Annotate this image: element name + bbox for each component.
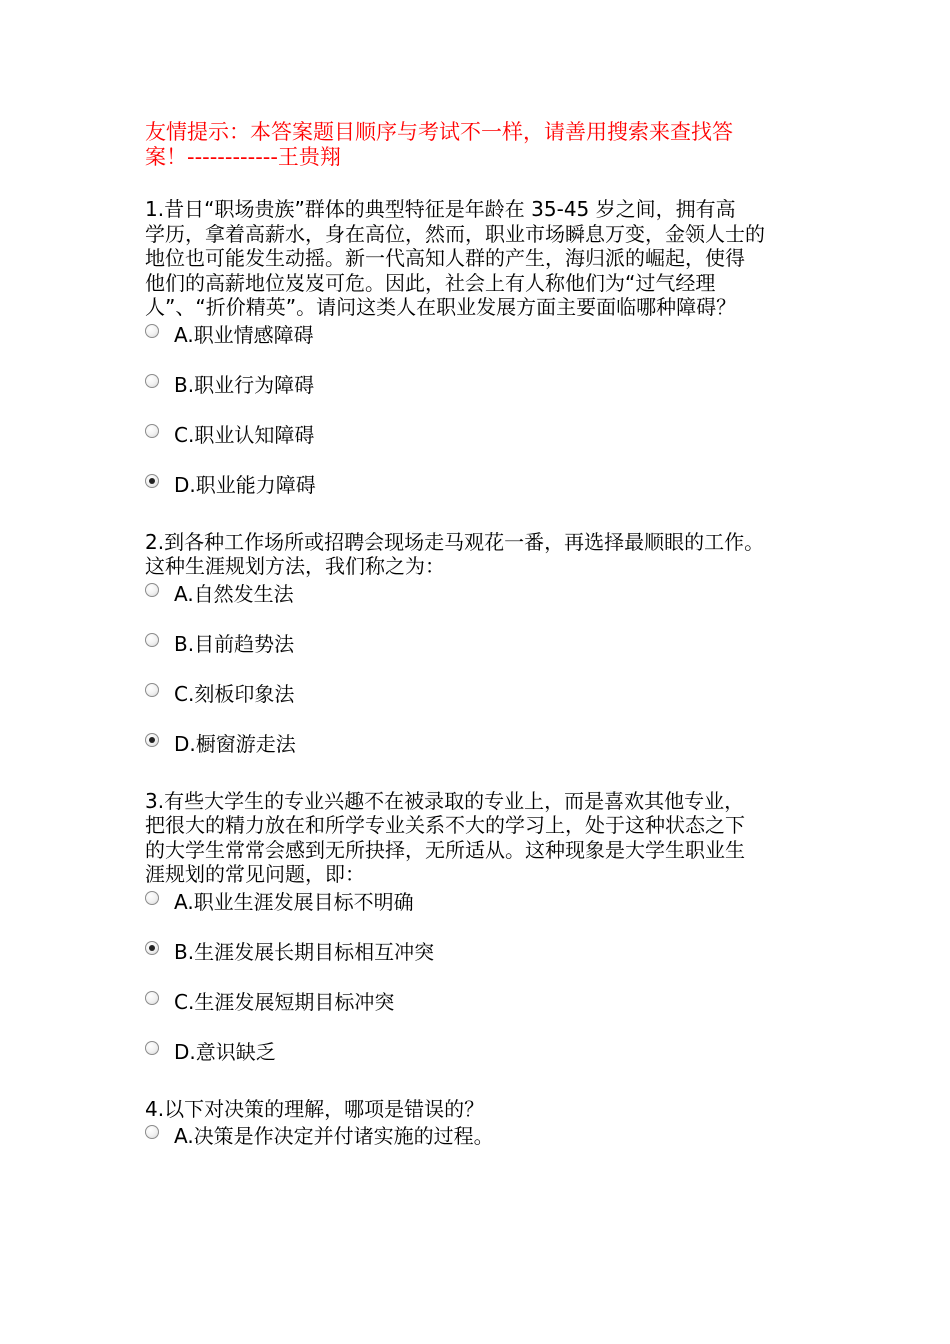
option-label: D.意识缺乏 (174, 1039, 276, 1064)
radio-checked-icon[interactable] (145, 941, 159, 955)
answer-option[interactable] (145, 679, 835, 729)
option-label: A.职业情感障碍 (174, 322, 314, 347)
question-line: 涯规划的常见问题，即： (145, 862, 365, 886)
question-line: 这种生涯规划方法，我们称之为： (145, 554, 445, 578)
answer-document (145, 120, 835, 1171)
question-line: 3.有些大学生的专业兴趣不在被录取的专业上，而是喜欢其他专业， (145, 788, 745, 813)
option-label: A.职业生涯发展目标不明确 (174, 889, 414, 914)
answer-option[interactable] (145, 320, 835, 370)
radio-unchecked-icon[interactable] (145, 991, 159, 1005)
question-text (145, 530, 835, 579)
radio-unchecked-icon[interactable] (145, 1041, 159, 1055)
question-line: 他们的高薪地位岌岌可危。因此，社会上有人称他们为“过气经理 (145, 270, 716, 295)
notice-line: 案！------------王贵翔 (145, 145, 341, 169)
question-line: 地位也可能发生动摇。新一代高知人群的产生，海归派的崛起，使得 (145, 246, 745, 270)
option-label: D.橱窗游走法 (174, 731, 296, 756)
radio-checked-icon[interactable] (145, 474, 159, 488)
option-label: C.刻板印象法 (174, 681, 295, 706)
answer-option[interactable] (145, 987, 835, 1037)
question-line: 1.昔日“职场贵族”群体的典型特征是年龄在 35-45 岁之间，拥有高 (145, 197, 736, 221)
option-label: B.职业行为障碍 (174, 372, 315, 397)
radio-unchecked-icon[interactable] (145, 633, 159, 647)
question-list (145, 197, 835, 1171)
radio-unchecked-icon[interactable] (145, 891, 159, 905)
answer-option[interactable] (145, 729, 835, 779)
notice-text (145, 120, 835, 170)
question-text (145, 1097, 835, 1122)
question-line: 2.到各种工作场所或招聘会现场走马观花一番，再选择最顺眼的工作。 (145, 529, 765, 554)
option-list (145, 887, 835, 1087)
question-text (145, 789, 835, 887)
answer-option[interactable] (145, 887, 835, 937)
answer-option[interactable] (145, 470, 835, 520)
question-block (145, 789, 835, 1097)
question-line: 把很大的精力放在和所学专业关系不大的学习上，处于这种状态之下 (145, 813, 745, 837)
answer-option[interactable] (145, 1037, 835, 1087)
answer-option[interactable] (145, 420, 835, 470)
question-line: 学历，拿着高薪水，身在高位，然而，职业市场瞬息万变，金领人士的 (145, 221, 765, 246)
question-block (145, 1097, 835, 1172)
question-text (145, 197, 835, 320)
option-label: D.职业能力障碍 (174, 472, 316, 497)
option-list (145, 320, 835, 520)
answer-option[interactable] (145, 1121, 835, 1171)
answer-option[interactable] (145, 370, 835, 420)
radio-unchecked-icon[interactable] (145, 424, 159, 438)
answer-option[interactable] (145, 579, 835, 629)
option-list (145, 1121, 835, 1171)
option-list (145, 579, 835, 779)
notice-line: 友情提示：本答案题目顺序与考试不一样，请善用搜索来查找答 (145, 120, 733, 144)
option-label: C.职业认知障碍 (174, 422, 315, 447)
question-line: 人”、“折价精英”。请问这类人在职业发展方面主要面临哪种障碍？ (145, 295, 737, 319)
radio-unchecked-icon[interactable] (145, 374, 159, 388)
radio-unchecked-icon[interactable] (145, 583, 159, 597)
option-label: A.决策是作决定并付诸实施的过程。 (174, 1124, 494, 1148)
option-label: A.自然发生法 (174, 581, 294, 606)
question-block (145, 530, 835, 789)
radio-unchecked-icon[interactable] (145, 324, 159, 338)
option-label: B.目前趋势法 (174, 631, 295, 656)
answer-option[interactable] (145, 629, 835, 679)
question-spacer (145, 779, 835, 789)
answer-option[interactable] (145, 937, 835, 987)
option-label: C.生涯发展短期目标冲突 (174, 989, 395, 1014)
question-line: 4.以下对决策的理解，哪项是错误的？ (145, 1096, 485, 1121)
radio-unchecked-icon[interactable] (145, 683, 159, 697)
question-line: 的大学生常常会感到无所抉择，无所适从。这种现象是大学生职业生 (145, 837, 745, 862)
option-label: B.生涯发展长期目标相互冲突 (174, 939, 435, 964)
radio-checked-icon[interactable] (145, 733, 159, 747)
question-spacer (145, 1087, 835, 1097)
radio-unchecked-icon[interactable] (145, 1125, 159, 1139)
question-block (145, 197, 835, 530)
question-spacer (145, 520, 835, 530)
